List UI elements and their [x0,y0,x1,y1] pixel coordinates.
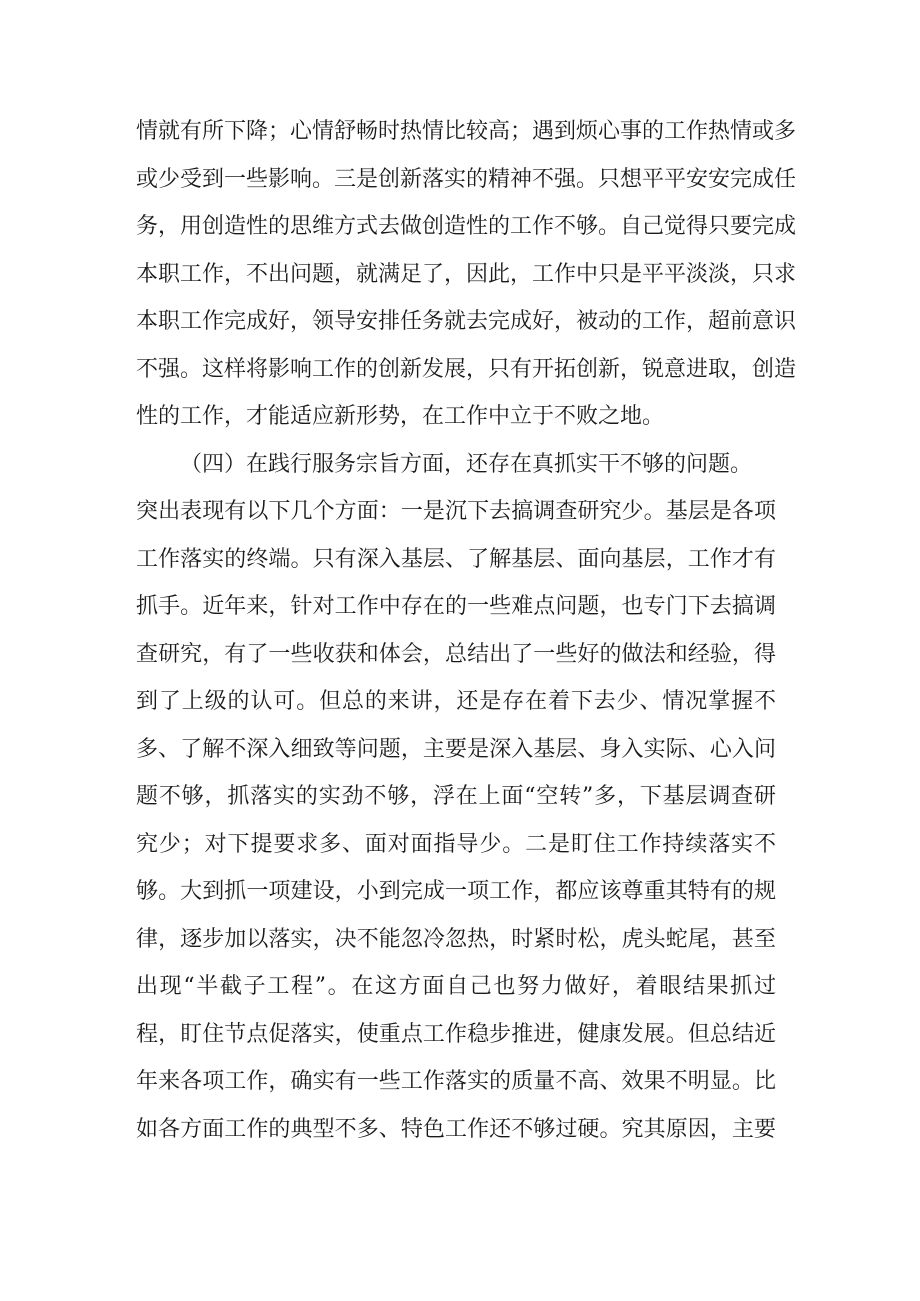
text-line: 突出表现有以下几个方面：一是沉下去搞调查研究少。基层是各项 [136,499,776,524]
text-line: 或少受到一些影响。三是创新落实的精神不强。只想平平安安完成任 [136,167,797,192]
text-line: 本职工作完成好，领导安排任务就去完成好，被动的工作，超前意识 [136,309,797,334]
text-line: 多、了解不深入细致等问题，主要是深入基层、身入实际、心入问 [136,737,776,762]
text-line: 年来各项工作，确实有一些工作落实的质量不高、效果不明显。比 [136,1069,776,1094]
text-line: 到了上级的认可。但总的来讲，还是存在着下去少、情况掌握不 [136,689,776,714]
text-line: 题不够，抓落实的实劲不够，浮在上面“空转”多，下基层调查研 [136,784,776,809]
text-line: 抓手。近年来，针对工作中存在的一些难点问题，也专门下去搞调 [136,594,776,619]
text-line: 究少；对下提要求多、面对面指导少。二是盯住工作持续落实不 [136,832,776,857]
text-line: 程，盯住节点促落实，使重点工作稳步推进，健康发展。但总结近 [136,1022,776,1047]
text-line: 出现“半截子工程”。在这方面自己也努力做好，着眼结果抓过 [136,974,776,999]
text-line: 查研究，有了一些收获和体会，总结出了一些好的做法和经验，得 [136,642,776,667]
text-line: 如各方面工作的典型不多、特色工作还不够过硬。究其原因，主要 [136,1117,776,1142]
text-line: 性的工作，才能适应新形势，在工作中立于不败之地。 [136,404,665,429]
text-line: 律，逐步加以落实，决不能忽冷忽热，时紧时松，虎头蛇尾，甚至 [136,927,776,952]
text-line: 不强。这样将影响工作的创新发展，只有开拓创新，锐意进取，创造 [136,357,797,382]
text-line: 够。大到抓一项建设，小到完成一项工作，都应该尊重其特有的规 [136,879,776,904]
text-line: 本职工作，不出问题，就满足了，因此，工作中只是平平淡淡，只求 [136,262,797,287]
section-heading-line: （四）在践行服务宗旨方面，还存在真抓实干不够的问题。 [180,452,753,477]
text-line: 务，用创造性的思维方式去做创造性的工作不够。自己觉得只要完成 [136,214,797,239]
text-line: 工作落实的终端。只有深入基层、了解基层、面向基层，工作才有 [136,547,776,572]
text-line: 情就有所下降；心情舒畅时热情比较高；遇到烦心事的工作热情或多 [136,119,797,144]
